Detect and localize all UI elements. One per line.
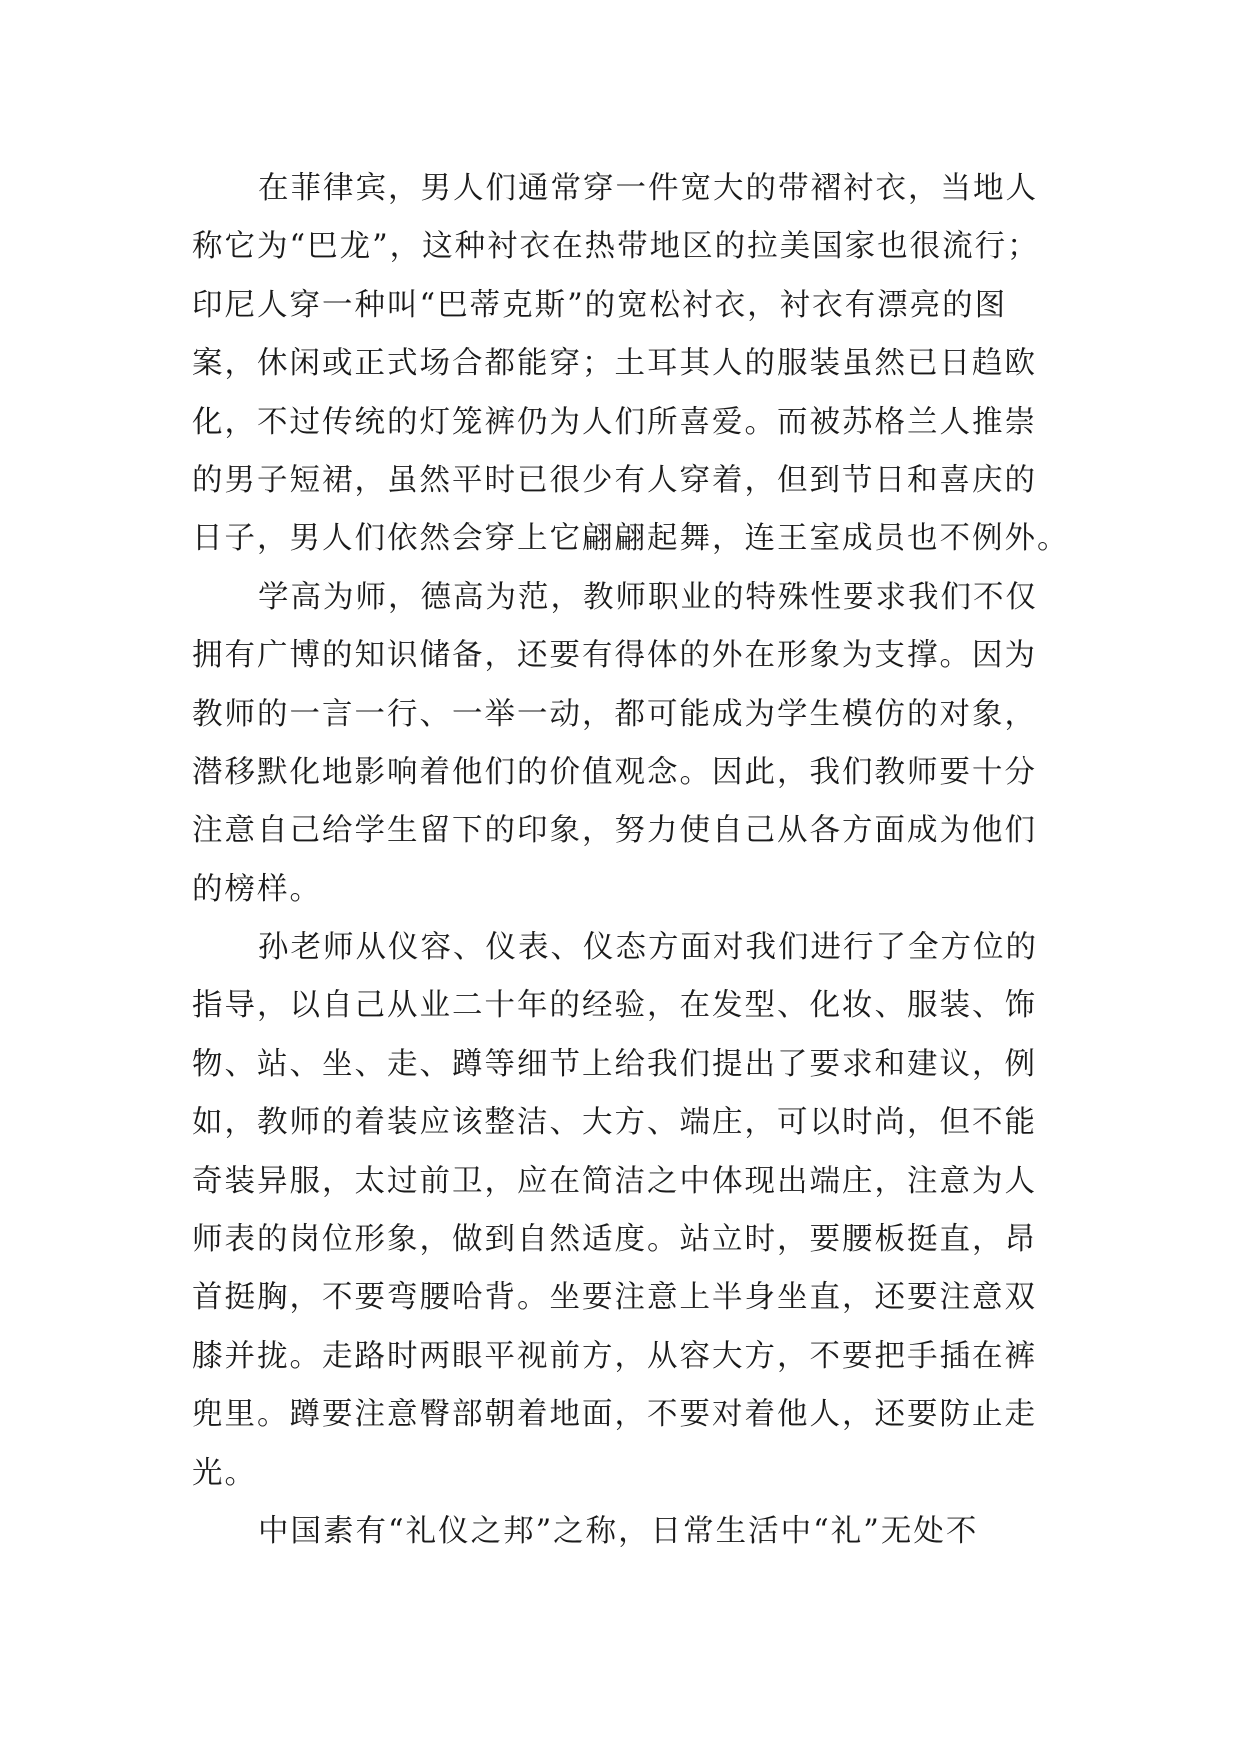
text-line: 印尼人穿一种叫“巴蒂克斯”的宽松衬衣，衬衣有漂亮的图 xyxy=(192,287,1008,323)
text-line: 的男子短裙，虽然平时已很少有人穿着，但到节日和喜庆的 xyxy=(192,462,1037,498)
text-line: 潜移默化地影响着他们的价值观念。因此，我们教师要十分 xyxy=(192,754,1037,790)
text-line: 日子，男人们依然会穿上它翩翩起舞，连王室成员也不例外。 xyxy=(192,521,1070,557)
body-text xyxy=(192,160,1092,1561)
text-line: 兜里。蹲要注意臀部朝着地面，不要对着他人，还要防止走 xyxy=(192,1397,1037,1433)
text-line: 奇装异服，太过前卫，应在简洁之中体现出端庄，注意为人 xyxy=(192,1163,1037,1199)
text-line: 如，教师的着装应该整洁、大方、端庄，可以时尚，但不能 xyxy=(192,1105,1037,1141)
text-line: 学高为师，德高为范，教师职业的特殊性要求我们不仅 xyxy=(258,579,1038,615)
text-line: 物、站、坐、走、蹲等细节上给我们提出了要求和建议，例 xyxy=(192,1046,1037,1082)
text-line: 拥有广博的知识储备，还要有得体的外在形象为支撑。因为 xyxy=(192,638,1037,674)
text-line: 的榜样。 xyxy=(192,871,322,907)
text-line: 师表的岗位形象，做到自然适度。站立时，要腰板挺直，昂 xyxy=(192,1222,1037,1258)
text-line: 光。 xyxy=(192,1455,257,1491)
text-line: 注意自己给学生留下的印象，努力使自己从各方面成为他们 xyxy=(192,813,1037,849)
text-line: 在菲律宾，男人们通常穿一件宽大的带褶衬衣，当地人 xyxy=(258,171,1038,206)
text-line: 首挺胸，不要弯腰哈背。坐要注意上半身坐直，还要注意双 xyxy=(192,1280,1037,1316)
text-line: 称它为“巴龙”，这种衬衣在热带地区的拉美国家也很流行； xyxy=(192,229,1040,265)
text-line: 教师的一言一行、一举一动，都可能成为学生模仿的对象， xyxy=(192,696,1037,732)
text-line: 膝并拢。走路时两眼平视前方，从容大方，不要把手插在裤 xyxy=(192,1338,1037,1374)
text-line: 化，不过传统的灯笼裤仍为人们所喜爱。而被苏格兰人推崇 xyxy=(192,404,1037,440)
text-line: 中国素有“礼仪之邦”之称，日常生活中“礼”无处不 xyxy=(258,1513,979,1549)
text-line: 孙老师从仪容、仪表、仪态方面对我们进行了全方位的 xyxy=(258,930,1038,966)
text-line: 指导，以自己从业二十年的经验，在发型、化妆、服装、饰 xyxy=(192,988,1037,1024)
text-line: 案，休闲或正式场合都能穿；土耳其人的服装虽然已日趋欧 xyxy=(192,346,1037,382)
